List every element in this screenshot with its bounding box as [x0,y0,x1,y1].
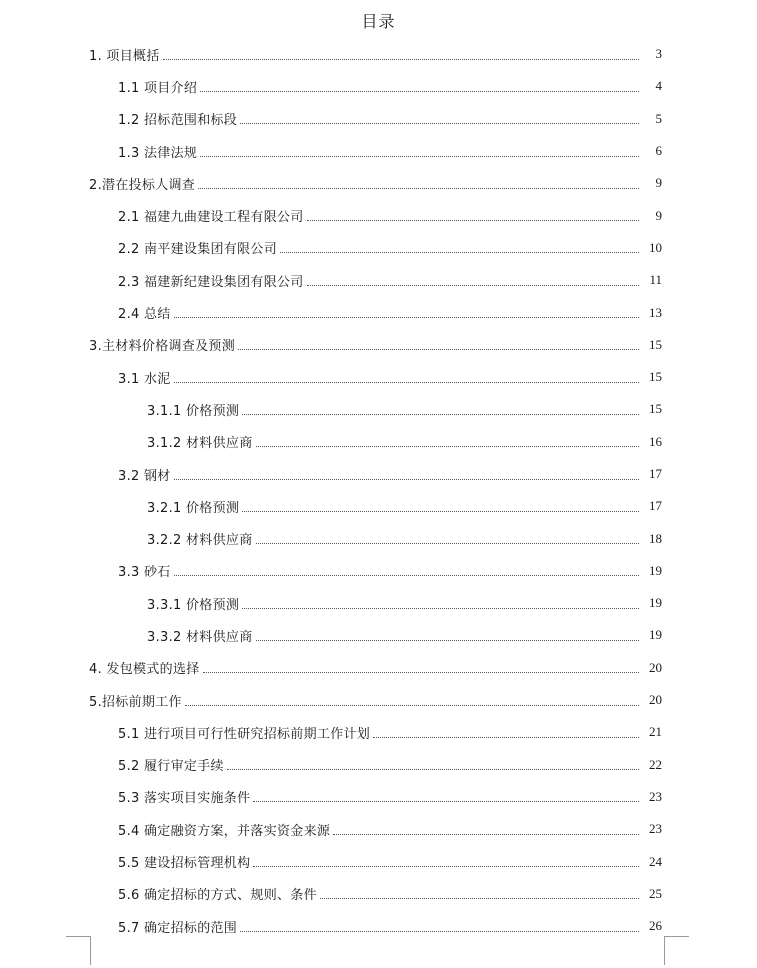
toc-title: 目录 [361,12,396,31]
margin-corner-mark-right [664,936,689,965]
toc-entry[interactable] [0,426,757,458]
dot-leader [163,59,639,60]
toc-entry-label: 2.1 福建九曲建设工程有限公司 [118,210,304,226]
dot-leader [242,608,639,609]
toc-entry[interactable] [0,781,757,813]
toc-entry-label: 3.2.1 价格预测 [147,500,240,516]
toc-entry-label: 3.1.2 材料供应商 [147,436,253,452]
dot-leader [185,705,639,706]
toc-entry-label: 3.3.1 价格预测 [147,597,240,613]
toc-entry[interactable] [0,555,757,587]
toc-entry-page-number: 22 [649,756,662,772]
dot-leader [307,220,639,221]
toc-entry[interactable] [0,652,757,684]
dot-leader [174,382,639,383]
dot-leader [320,898,639,899]
toc-entry-label: 3.主材料价格调查及预测 [89,339,236,355]
toc-entry-label: 5.3 落实项目实施条件 [118,791,251,807]
toc-entry[interactable] [0,910,757,942]
toc-entry[interactable] [0,232,757,264]
dot-leader [280,252,639,253]
toc-entry-label: 5.1 进行项目可行性研究招标前期工作计划 [118,726,371,742]
toc-entry[interactable] [0,587,757,619]
toc-entry-label: 1. 项目概括 [89,48,160,64]
dot-leader [242,414,639,415]
toc-entry[interactable] [0,329,757,361]
toc-entry-label: 2.潜在投标人调查 [89,177,196,193]
toc-entry-page-number: 23 [649,821,662,837]
toc-entry-page-number: 11 [649,272,662,288]
toc-entry[interactable] [0,264,757,296]
dot-leader [174,575,639,576]
dot-leader [198,188,639,189]
toc-entry-page-number: 13 [649,304,662,320]
toc-entry-label: 5.7 确定招标的范围 [118,920,238,936]
toc-entry-page-number: 15 [649,401,662,417]
dot-leader [256,543,639,544]
toc-entry[interactable] [0,749,757,781]
toc-entry-page-number: 19 [649,562,662,578]
toc-entry-label: 3.1 水泥 [118,371,171,387]
toc-entry-label: 5.6 确定招标的方式、规则、条件 [118,888,317,904]
toc-entry[interactable] [0,458,757,490]
toc-entry[interactable] [0,199,757,231]
dot-leader [242,511,639,512]
toc-entry[interactable] [0,70,757,102]
toc-entry-page-number: 5 [655,110,662,126]
toc-entry-page-number: 15 [649,336,662,352]
dot-leader [240,931,639,932]
toc-entry[interactable] [0,38,757,70]
dot-leader [240,123,639,124]
dot-leader [227,769,639,770]
toc-entry-label: 5.2 履行审定手续 [118,759,224,775]
margin-corner-mark-left [66,936,91,965]
toc-entry-page-number: 9 [655,207,662,223]
dot-leader [200,91,639,92]
dot-leader [238,349,639,350]
toc-entry-label: 3.3 砂石 [118,565,171,581]
toc-entry-page-number: 10 [649,239,662,255]
toc-entry[interactable] [0,103,757,135]
toc-entry[interactable] [0,845,757,877]
toc-entry-label: 5.4 确定融资方案，并落实资金来源 [118,823,331,839]
toc-entry-label: 1.2 招标范围和标段 [118,113,238,129]
dot-leader [307,285,639,286]
toc-entry-page-number: 20 [649,692,662,708]
dot-leader [333,834,639,835]
toc-entry-page-number: 24 [649,853,662,869]
toc-entry-label: 2.4 总结 [118,307,171,323]
toc-entry[interactable] [0,490,757,522]
toc-entry-label: 3.3.2 材料供应商 [147,629,253,645]
toc-entry-label: 4. 发包模式的选择 [89,662,200,678]
toc-list [0,38,757,942]
toc-entry[interactable] [0,167,757,199]
toc-entry[interactable] [0,878,757,910]
toc-entry-label: 3.2.2 材料供应商 [147,533,253,549]
dot-leader [253,801,639,802]
dot-leader [200,156,639,157]
toc-entry[interactable] [0,813,757,845]
toc-entry[interactable] [0,296,757,328]
toc-entry[interactable] [0,619,757,651]
toc-entry[interactable] [0,716,757,748]
toc-entry[interactable] [0,684,757,716]
toc-entry-page-number: 17 [649,466,662,481]
toc-entry-page-number: 15 [649,369,662,385]
dot-leader [203,672,639,673]
toc-entry-label: 3.1.1 价格预测 [147,403,240,419]
dot-leader [256,446,639,447]
toc-entry[interactable] [0,393,757,425]
toc-entry-page-number: 9 [655,175,662,191]
toc-entry-label: 5.5 建设招标管理机构 [118,856,251,872]
toc-entry-page-number: 6 [655,143,662,159]
toc-entry-page-number: 16 [649,433,662,449]
toc-entry-page-number: 25 [649,885,662,901]
dot-leader [373,737,639,738]
toc-entry-label: 2.3 福建新纪建设集团有限公司 [118,274,304,290]
toc-entry-page-number: 23 [649,788,662,804]
toc-entry[interactable] [0,522,757,554]
toc-entry-page-number: 19 [649,627,662,643]
dot-leader [253,866,639,867]
toc-entry-label: 2.2 南平建设集团有限公司 [118,242,278,258]
toc-entry-page-number: 3 [655,46,662,62]
toc-entry-page-number: 26 [649,918,662,934]
dot-leader [174,317,639,318]
toc-entry-page-number: 19 [649,595,662,611]
toc-entry-label: 3.2 钢材 [118,468,171,484]
toc-entry-label: 5.招标前期工作 [89,694,182,710]
toc-entry-page-number: 21 [649,724,662,740]
toc-entry[interactable] [0,361,757,393]
toc-entry[interactable] [0,135,757,167]
toc-entry-label: 1.1 项目介绍 [118,80,198,96]
dot-leader [174,479,639,480]
toc-entry-label: 1.3 法律法规 [118,145,198,161]
dot-leader [256,640,639,641]
toc-entry-page-number: 18 [649,530,662,546]
toc-entry-page-number: 4 [655,78,662,94]
toc-entry-page-number: 20 [649,659,662,675]
toc-entry-page-number: 17 [649,498,662,514]
